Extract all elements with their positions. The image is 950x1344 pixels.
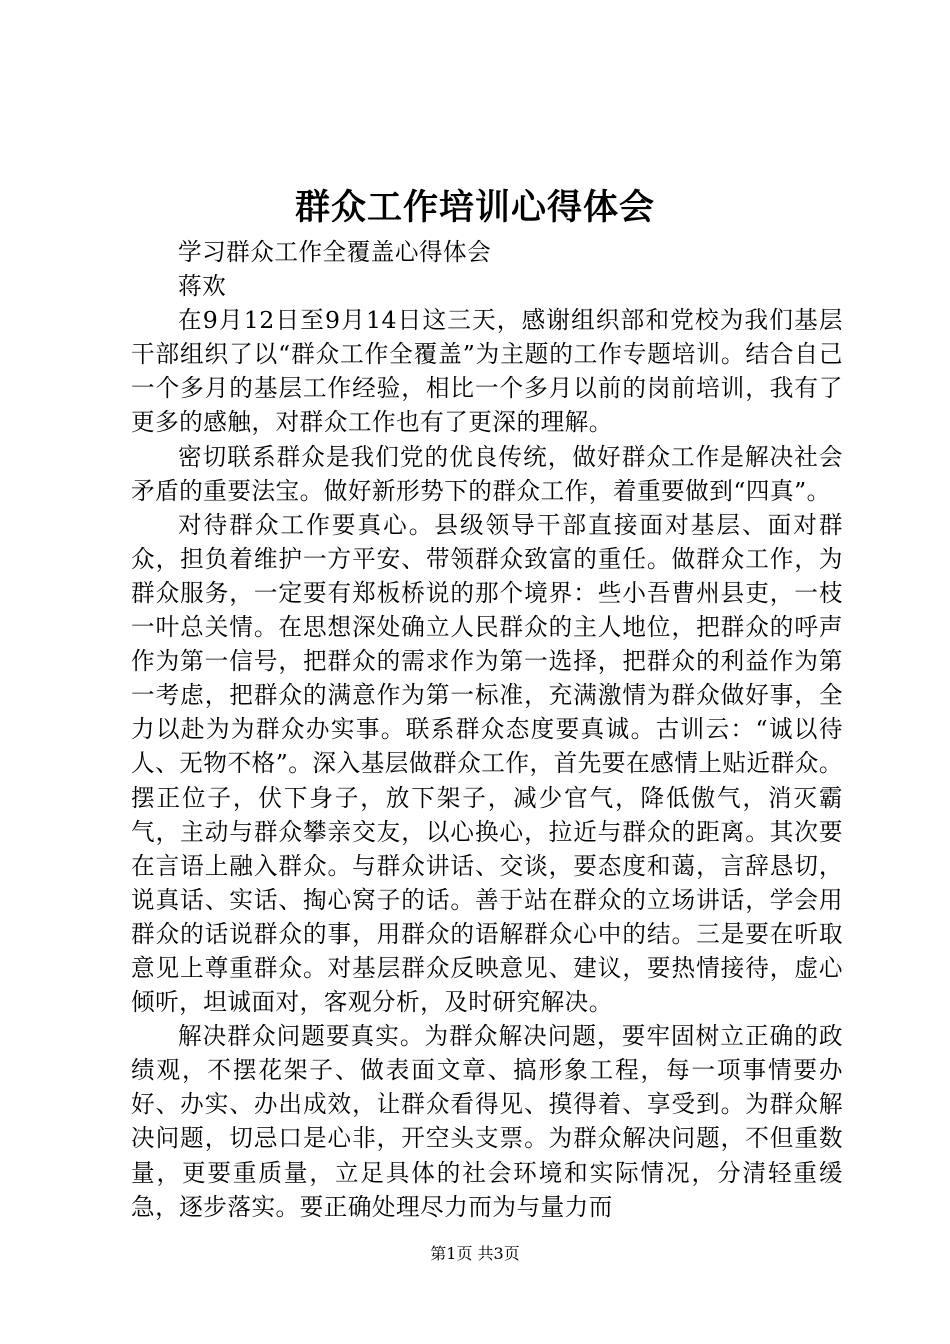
subtitle-paragraph: 学习群众工作全覆盖心得体会 [178, 238, 492, 266]
page-footer: 第1页 共3页 [430, 1244, 520, 1263]
body-paragraph: 解决群众问题要真实。为群众解决问题，要牢固树立正确的政绩观，不摆花架子、做表面文章、搞形象工程，每一项事情要办好、办实、办出成效，让群众看得见、摸得着、享受到。为群众解决问题，切忌口是心非，开空头支票。为群众解决问题，不但重数量，更要重质量，立足具体的社会环境和实际情况，分清轻重缓急，逐步落实。要正确处理尽力而为与量力而 [131, 1022, 843, 1221]
body-paragraph: 对待群众工作要真心。县级领导干部直接面对基层、面对群众，担负着维护一方平安、带领群众致富的重任。做群众工作，为群众服务，一定要有郑板桥说的那个境界：些小吾曹州县吏，一枝一叶总关情。在思想深处确立人民群众的主人地位，把群众的呼声作为第一信号，把群众的需求作为第一选择，把群众的利益作为第一考虑，把群众的满意作为第一标准，充满激情为群众做好事，全力以赴为为群众办实事。联系群众态度要真诚。古训云：“诚以待人、无物不格”。深入基层做群众工作，首先要在感情上贴近群众。摆正位子，伏下身子，放下架子，减少官气，降低傲气，消灭霸气，主动与群众攀亲交友，以心换心，拉近与群众的距离。其次要在言语上融入群众。与群众讲话、交谈，要态度和蔼，言辞恳切，说真话、实话、掏心窝子的话。善于站在群众的立场讲话，学会用群众的话说群众的事，用群众的语解群众心中的结。三是要在听取意见上尊重群众。对基层群众反映意见、建议，要热情接待，虚心倾听，坦诚面对，客观分析，及时研究解决。 [131, 510, 843, 1017]
document-title: 群众工作培训心得体会 [294, 187, 655, 228]
author-paragraph: 蒋欢 [178, 272, 227, 301]
body-paragraph: 在9月12日至9月14日这三天，感谢组织部和党校为我们基层干部组织了以“群众工作全覆盖”为主题的工作专题培训。结合自己一个多月的基层工作经验，相比一个多月以前的岗前培训，我有了更多的感触，对群众工作也有了更深的理解。 [131, 306, 843, 437]
body-paragraph: 密切联系群众是我们党的优良传统，做好群众工作是解决社会矛盾的重要法宝。做好新形势下的群众工作，着重要做到“四真”。 [131, 442, 843, 505]
document-body [131, 235, 843, 1224]
